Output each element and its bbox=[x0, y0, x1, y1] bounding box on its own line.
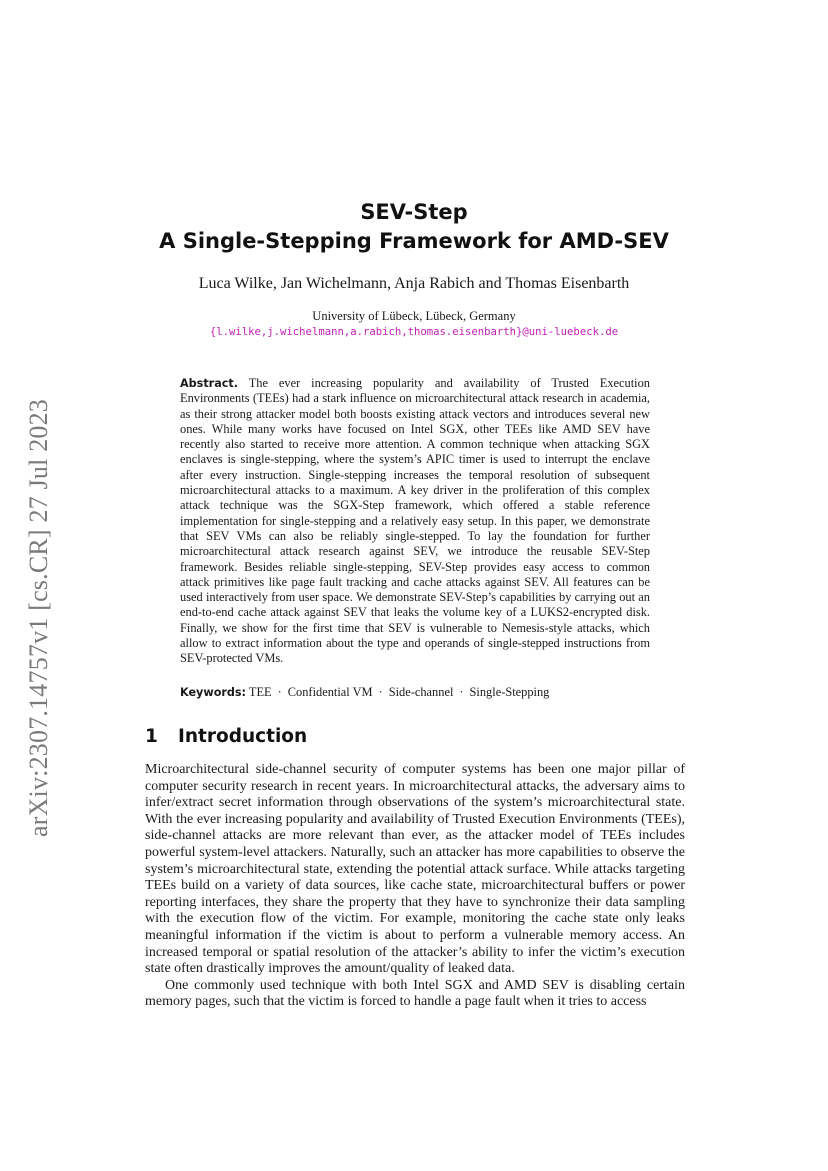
keywords bbox=[180, 685, 660, 700]
author-emails[interactable]: {l.wilke,j.wichelmann,a.rabich,thomas.eisenbarth}@uni-luebeck.de bbox=[209, 326, 619, 338]
paper-title-line1: SEV-Step bbox=[360, 200, 468, 224]
keywords-label: Keywords: bbox=[180, 686, 247, 699]
keyword-separator: · bbox=[277, 685, 282, 699]
section-title: Introduction bbox=[178, 726, 308, 747]
keyword-item: TEE bbox=[248, 685, 272, 699]
section-body bbox=[145, 762, 685, 1011]
section-heading bbox=[145, 726, 307, 747]
arxiv-identifier: arXiv:2307.14757v1 [cs.CR] 27 Jul 2023 bbox=[24, 398, 53, 838]
keyword-item: Side-channel bbox=[388, 685, 454, 699]
paper-title-line2: A Single-Stepping Framework for AMD-SEV bbox=[159, 229, 669, 253]
arxiv-sidebar bbox=[19, 383, 59, 853]
body-paragraph: Microarchitectural side-channel security of computer systems has been one major pillar of computer security research in recent years. In microarchitectural attacks, the adversary aims to infer/extract secret information through observations of the system’s microarchitectural state. With the ever increasing popularity and availability of Trusted Execution Environments (TEEs), side-channel attacks are more relevant than ever, as the attacker model of TEEs includes powerful system-level attackers. Naturally, such an attacker has more capabilities to observe the system’s microarchitectural state, extending the potential attack surface. While attacks targeting TEEs build on a variety of data sources, like cache state, microarchitectural buffers or power reporting interfaces, they share the property that they have to synchronize their data sampling with the execution flow of the victim. For example, monitoring the cache state only leaks meaningful information if the victim is about to perform a vulnerable memory access. An increased temporal or spatial resolution of the attacker’s ability to infer the victim’s execution state often drastically improves the amount/quality of leaked data. bbox=[145, 762, 685, 977]
abstract-text: The ever increasing popularity and availability of Trusted Execution Environments (TEEs) had a stark influence on microarchitectural attack research in academia, as their strong attacker model both boosts existing attack vectors and introduces several new ones. While many works have focused on Intel SGX, other TEEs like AMD SEV have recently also started to receive more attention. A common technique when attacking SGX enclaves is single-stepping, where the system’s APIC timer is used to interrupt the enclave after every instruction. Single-stepping increases the temporal resolution of subsequent microarchitectural attacks to a maximum. A key driver in the proliferation of this complex attack technique was the SGX-Step framework, which offered a stable reference implementation for single-stepping and a relatively easy setup. In this paper, we demonstrate that SEV VMs can also be reliably single-stepped. To lay the foundation for further microarchitectural attack research against SEV, we introduce the reusable SEV-Step framework. Besides reliable single-stepping, SEV-Step provides easy access to common attack primitives like page fault tracking and cache attacks against SEV. All features can be used interactively from user space. We demonstrate SEV-Step’s capabilities by carrying out an end-to-end cache attack against SEV that leaks the volume key of a LUKS2-encrypted disk. Finally, we show for the first time that SEV is vulnerable to Nemesis-style attacks, which allow to extract information about the type and operands of single-stepped instructions from SEV-protected VMs. bbox=[180, 376, 650, 666]
keyword-separator: · bbox=[378, 685, 383, 699]
section-number: 1 bbox=[145, 726, 158, 747]
affiliation: University of Lübeck, Lübeck, Germany bbox=[312, 309, 516, 323]
keyword-separator: · bbox=[459, 685, 464, 699]
author-list: Luca Wilke, Jan Wichelmann, Anja Rabich and Thomas Eisenbarth bbox=[198, 275, 630, 292]
body-paragraph: One commonly used technique with both Intel SGX and AMD SEV is disabling certain memory pages, such that the victim is forced to handle a page fault when it tries to access bbox=[145, 977, 685, 1010]
abstract bbox=[180, 376, 650, 667]
keyword-item: Confidential VM bbox=[287, 685, 373, 699]
keyword-item: Single-Stepping bbox=[469, 685, 550, 699]
abstract-label: Abstract. bbox=[180, 377, 238, 390]
